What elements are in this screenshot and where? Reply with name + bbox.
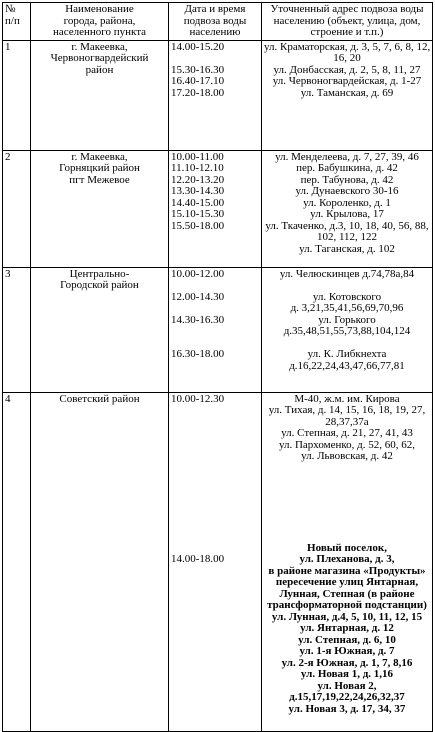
header-city: Наименование города, района, населенного пункта [31,3,169,41]
row-addresses: М-40, ж.м. им. Кирова ул. Тихая, д. 14, 15, 16, 18, 19, 27, 28,37,37а ул. Степная, д. 21, 27, 41, 43 ул. Пархоменко, д. 52, 60, 62, ул. Львовская, д. 42 Новый поселок, ул. Плеханова, д. 3, в районе магазина «Продукты» пересечение улиц Янтарная, Лунная, Степная (в районе трансформаторной подстанции) ул. Лунная, д.4, 5, 10, 11, 12, 15 ул. Янтарная, д. 12 ул. Степная, д. 6, 10 ул. 1-я Южная, д. 7 ул. 2-я Южная, д. 1, 7, 8,16 ул. Новая 1, д. 1,16 ул. Новая 2, д.15,17,19,22,24,26,32,37 ул. Новая 3, д. 17, 34, 37 [262,392,433,731]
table-row [3,267,433,392]
water-delivery-table [2,2,433,732]
row-city: г. Макеевка, Червоногвардейский район [31,40,169,150]
header-number: № п/п [3,3,31,41]
row-city: Советский район [31,392,169,731]
header-address: Уточненный адрес подвоза воды населению (объект, улица, дом, строение и т.п.) [262,3,433,41]
header-time: Дата и время подвоза воды населению [169,3,262,41]
row-number: 2 [3,150,31,267]
row-times: 10.00-12.00 12.00-14.30 14.30-16.30 16.30-18.00 [169,267,262,392]
row-number: 4 [3,392,31,731]
header-row [3,3,433,41]
row-number: 1 [3,40,31,150]
row-addresses: ул. Краматорская, д. 3, 5, 7, 6, 8, 12, 16, 20 ул. Донбасская, д. 2, 5, 8, 11, 27 ул. Червоногвардейская, д. 1-27 ул. Таманская, д. 69 [262,40,433,150]
row-times: 10.00-11.00 11.10-12.10 12.20-13.20 13.30-14.30 14.40-15.00 15.10-15.30 15.50-18.00 [169,150,262,267]
row-times: 10.00-12.30 14.00-18.00 [169,392,262,731]
table-row [3,150,433,267]
row-number: 3 [3,267,31,392]
row-addresses: ул. Менделеева, д. 7, 27, 39, 46 пер. Бабушкина, д. 42 пер. Табунова, д. 42 ул. Дунаевского 30-16 ул. Короленко, д. 1 ул. Крылова, 17 ул. Ткаченко, д.3, 10, 18, 40, 56, 88, 102, 112, 122 ул. Таганская, д. 102 [262,150,433,267]
table-row [3,392,433,731]
row-addresses: ул. Челюскинцев д.74,78а,84 ул. Котовского д. 3,21,35,41,56,69,70,96 ул. Горького д.35,48,51,55,73,88,104,124 ул. К. Либкнехта д.16,22,24,43,47,66,77,81 [262,267,433,392]
row-city: Центрально- Городской район [31,267,169,392]
row-city: г. Макеевка, Горняцкий район пгт Межевое [31,150,169,267]
table-row [3,40,433,150]
row-times: 14.00-15.20 15.30-16.30 16.40-17.10 17.20-18.00 [169,40,262,150]
